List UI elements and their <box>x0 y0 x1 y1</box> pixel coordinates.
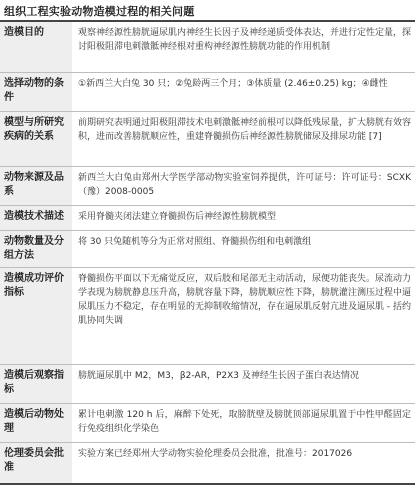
row-label: 造模后观察指标 <box>0 365 72 403</box>
row-content: 采用脊髓夹闭法建立脊髓损伤后神经源性膀胱模型 <box>72 206 415 230</box>
row-content: 观察神经源性膀胱逼尿肌内神经生长因子及神经递质受体表达，并进行定性定量，探讨阳极阻滞电刺激骶神经根对重构神经源性膀胱功能的作用机制 <box>72 22 415 72</box>
row-label: 动物数量及分组方法 <box>0 231 72 267</box>
row-content: ①新西兰大白兔 30 只；②兔龄两三个月；③体质量 (2.46±0.25) kg；④雌性 <box>72 73 415 111</box>
row-content: 脊髓损伤平面以下无痛觉反应，双后肢和尾部无主动活动，尿便功能丧失。尿流动力学表现为膀胱静息压升高，膀胱容量下降，膀胱顺应性下降，膀胱灌注测压过程中逼尿肌压力不稳定，存在明显的无抑制收缩情况，存在逼尿肌反射亢进及逼尿肌 - 括约肌协同失调 <box>72 268 415 364</box>
row-label: 模型与所研究疾病的关系 <box>0 112 72 166</box>
table-row-model-relation <box>0 111 415 166</box>
table-row-ethics <box>0 442 415 485</box>
row-label: 伦理委员会批准 <box>0 443 72 483</box>
table-row-animal-source <box>0 166 415 205</box>
row-label: 动物来源及品系 <box>0 167 72 205</box>
row-content: 前期研究表明通过阳极阻滞技术电刺激骶神经前根可以降低残尿量，扩大膀胱有效容积，进而改善膀胱顺应性，重建脊髓损伤后神经源性膀胱储尿及排尿功能 [7] <box>72 112 415 166</box>
table-row-success-criteria <box>0 267 415 364</box>
row-label: 造模后动物处理 <box>0 404 72 442</box>
row-content: 累计电刺激 120 h 后，麻醉下处死，取膀胱壁及膀胱顶部逼尿肌置于中性甲醛固定行免疫组织化学染色 <box>72 404 415 442</box>
table-row-purpose <box>0 20 415 72</box>
table-row-observation-indices <box>0 364 415 403</box>
row-label: 造模目的 <box>0 22 72 72</box>
row-content: 新西兰大白兔由郑州大学医学部动物实验室饲养提供，许可证号：许可证号：SCXK（豫）2008-0005 <box>72 167 415 205</box>
table-title: 组织工程实验动物造模过程的相关问题 <box>4 5 195 18</box>
row-label: 选择动物的条件 <box>0 73 72 111</box>
row-label: 造模技术描述 <box>0 206 72 230</box>
table-row-grouping <box>0 230 415 267</box>
row-content: 膀胱逼尿肌中 M2，M3，β2-AR，P2X3 及神经生长因子蛋白表达情况 <box>72 365 415 403</box>
row-content: 实验方案已经郑州大学动物实验伦理委员会批准，批准号：2017026 <box>72 443 415 483</box>
table-row-technique <box>0 205 415 230</box>
row-label: 造模成功评价指标 <box>0 268 72 364</box>
table-row-animal-handling <box>0 403 415 442</box>
info-table <box>0 20 415 485</box>
table-row-animal-conditions <box>0 72 415 111</box>
row-content: 将 30 只兔随机等分为正常对照组、脊髓损伤组和电刺激组 <box>72 231 415 267</box>
